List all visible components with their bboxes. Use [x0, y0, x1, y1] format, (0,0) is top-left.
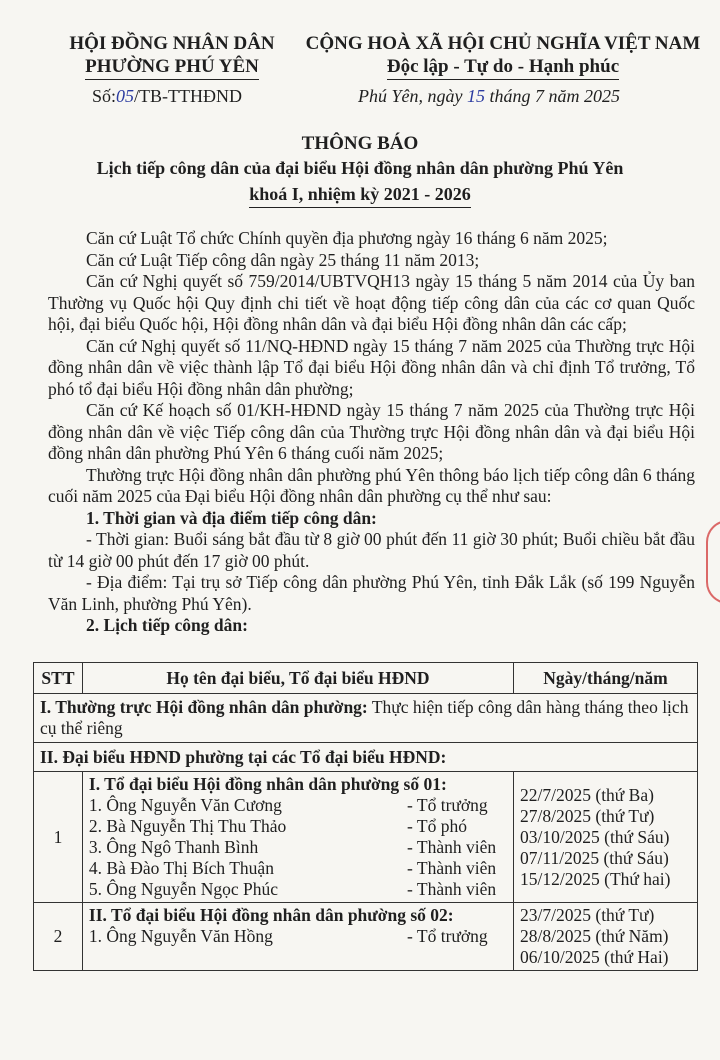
authority-line1: HỘI ĐỒNG NHÂN DÂN [69, 33, 275, 54]
table-row [34, 743, 698, 772]
table-row [34, 772, 698, 903]
schedule-date: 22/7/2025 (thứ Ba) [520, 784, 654, 805]
motto: Độc lập - Tự do - Hạnh phúc [387, 55, 619, 80]
basis-paragraph: Căn cứ Nghị quyết số 759/2014/UBTVQH13 ngày 15 tháng 5 năm 2014 của Ủy ban Thường vụ Quốc hội Quy định chi tiết về hoạt động tiếp công dân của các cơ quan Quốc hội, đại biểu Quốc hội, Hội đồng nhân dân và đại biểu Hội đồng nhân dân các cấp; [48, 271, 695, 334]
group-title: II. Tổ đại biểu Hội đồng nhân dân phường số 02: [88, 905, 454, 925]
member-row: 1. Ông Nguyễn Văn Cương - Tổ trưởng [88, 795, 488, 815]
doc-subtitle: Lịch tiếp công dân của đại biểu Hội đồng nhân dân phường Phú Yên [96, 158, 624, 178]
column-header: STT [34, 663, 83, 694]
schedule-table [33, 662, 698, 971]
nation-name: CỘNG HOÀ XÃ HỘI CHỦ NGHĨA VIỆT NAM [305, 33, 701, 54]
time-paragraph: - Thời gian: Buổi sáng bắt đầu từ 8 giờ 00 phút đến 11 giờ 30 phút; Buổi chiều bắt đầu từ 14 giờ 00 phút đến 17 giờ 00 phút. [48, 529, 695, 571]
basis-paragraph: Căn cứ Luật Tiếp công dân ngày 25 tháng 11 năm 2013; [86, 249, 480, 270]
group-cell [82, 903, 513, 971]
member-row: 3. Ông Ngô Thanh Bình - Thành viên [88, 837, 497, 857]
schedule-date: 23/7/2025 (thứ Tư) [520, 905, 655, 925]
table-row [34, 694, 698, 743]
group-title: I. Tổ đại biểu Hội đồng nhân dân phường số 01: [88, 774, 447, 794]
member-row: 5. Ông Nguyễn Ngọc Phúc - Thành viên [88, 879, 497, 899]
document-number: Số:05/TB-TTHĐND [92, 86, 242, 106]
basis-paragraph: Căn cứ Kế hoạch số 01/KH-HĐND ngày 15 tháng 7 năm 2025 của Thường trực Hội đồng nhân dân về việc Tiếp công dân của Thường trực Hội đồng nhân dân và đại biểu Hội đồng nhân dân phường Phú Yên 6 tháng cuối năm 2025; [48, 400, 695, 463]
column-header: Họ tên đại biểu, Tổ đại biểu HĐND [82, 663, 513, 694]
dates-cell [514, 772, 698, 903]
national-motto [298, 32, 708, 80]
column-header: Ngày/tháng/năm [514, 663, 698, 694]
dates-cell [514, 903, 698, 971]
schedule-date: 15/12/2025 (Thứ hai) [520, 868, 671, 889]
document-body [48, 228, 695, 637]
section-heading: 1. Thời gian và địa điểm tiếp công dân: [86, 507, 377, 528]
announcement-paragraph: Thường trực Hội đồng nhân dân phường phú Yên thông báo lịch tiếp công dân 6 tháng cuối năm 2025 của Đại biểu Hội đồng nhân dân phường cụ thể như sau: [48, 464, 695, 506]
section-row: I. Thường trực Hội đồng nhân dân phường: Thực hiện tiếp công dân hàng tháng theo lịch cụ thể riêng [34, 694, 698, 743]
member-row: 4. Bà Đào Thị Bích Thuận - Thành viên [88, 858, 497, 878]
schedule-date: 07/11/2025 (thứ Sáu) [520, 847, 669, 868]
table-row [34, 903, 698, 971]
table-header-row [34, 663, 698, 694]
schedule-date: 27/8/2025 (thứ Tư) [520, 805, 655, 826]
authority-line2: PHƯỜNG PHÚ YÊN [85, 55, 259, 80]
section-row: II. Đại biểu HĐND phường tại các Tổ đại biểu HĐND: [34, 743, 698, 772]
doc-term: khoá I, nhiệm kỳ 2021 - 2026 [0, 184, 720, 208]
member-row: 2. Bà Nguyễn Thị Thu Thảo - Tổ phó [88, 816, 467, 836]
group-cell [82, 772, 513, 903]
location-paragraph: - Địa điểm: Tại trụ sở Tiếp công dân phường Phú Yên, tỉnh Đắk Lắk (số 199 Nguyễn Văn Linh, phường Phú Yên). [48, 572, 695, 614]
stt-cell: 1 [34, 772, 83, 903]
basis-paragraph: Căn cứ Nghị quyết số 11/NQ-HĐND ngày 15 tháng 7 năm 2025 của Thường trực Hội đồng nhân dân về việc thành lập Tổ đại biểu Hội đồng nhân dân và chỉ định Tổ trưởng, Tổ phó tổ đại biểu Hội đồng nhân dân phường; [48, 335, 695, 399]
handwritten-day: 15 [466, 86, 485, 106]
issue-date: Phú Yên, ngày 15 tháng 7 năm 2025 [358, 86, 620, 106]
basis-paragraph: Căn cứ Luật Tổ chức Chính quyền địa phương ngày 16 tháng 6 năm 2025; [86, 228, 608, 248]
red-stamp-edge [706, 520, 720, 604]
schedule-date: 03/10/2025 (thứ Sáu) [520, 826, 670, 847]
member-row: 1. Ông Nguyễn Văn Hồng - Tổ trưởng [88, 926, 488, 946]
section-heading: 2. Lịch tiếp công dân: [86, 615, 248, 635]
stt-cell: 2 [34, 903, 83, 971]
schedule-date: 28/8/2025 (thứ Năm) [520, 926, 669, 946]
handwritten-number: 05 [116, 86, 135, 106]
doc-title: THÔNG BÁO [301, 133, 419, 154]
issuing-authority [52, 32, 292, 80]
schedule-date: 06/10/2025 (thứ Hai) [520, 947, 669, 967]
